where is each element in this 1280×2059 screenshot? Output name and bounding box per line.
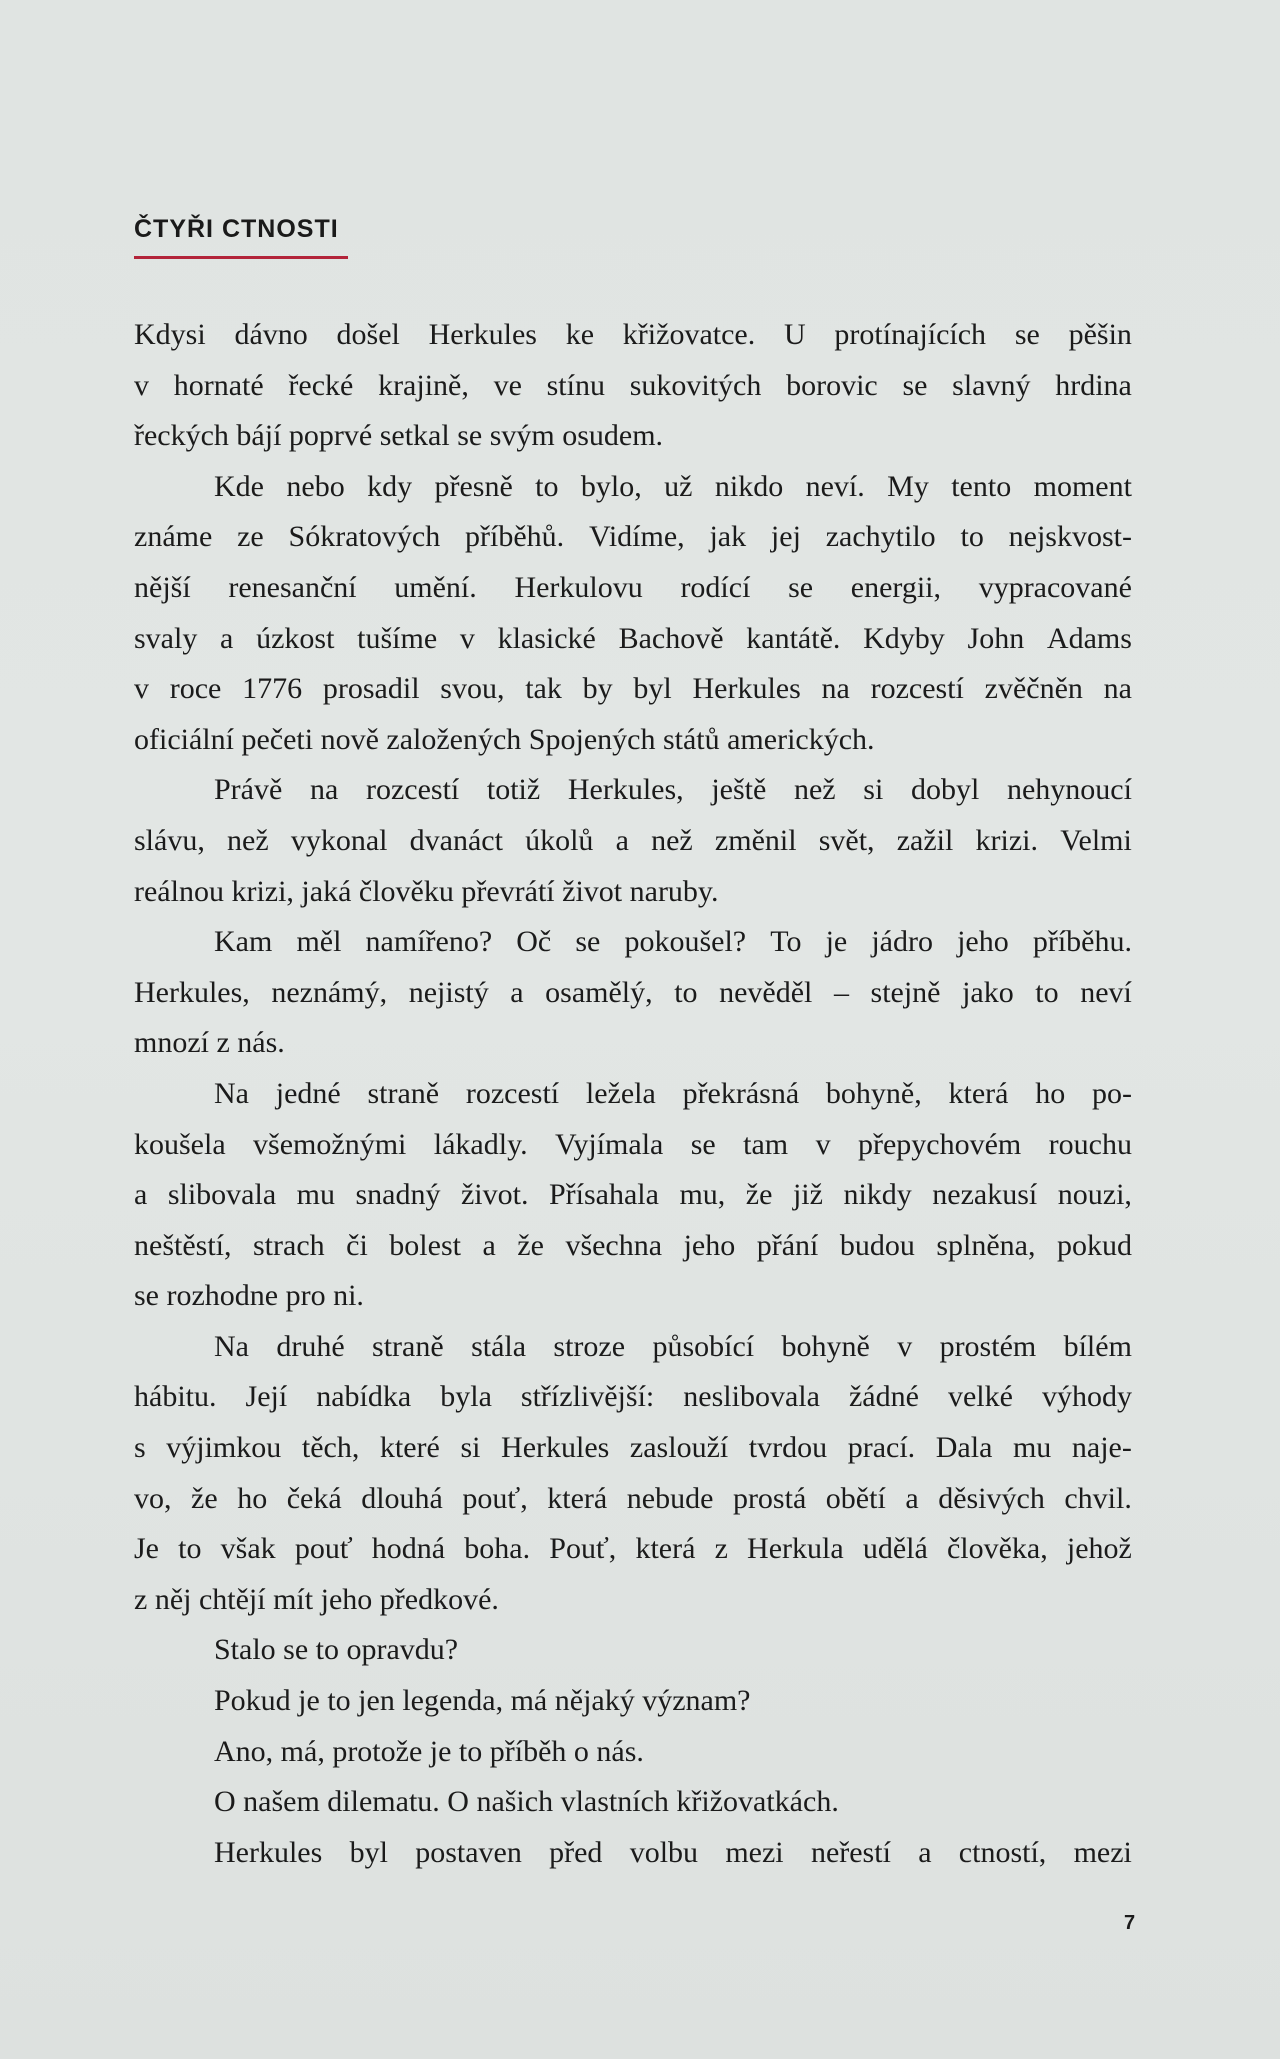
word: chvil. (1064, 1481, 1132, 1515)
word: Na (214, 1076, 249, 1110)
word: jako (962, 975, 1014, 1009)
word: nikdo (714, 469, 784, 503)
word: nější (134, 570, 191, 604)
word: byla (440, 1380, 492, 1414)
word: vykonal (290, 823, 388, 857)
word: borovic (786, 368, 878, 402)
word: naje- (1071, 1431, 1132, 1465)
word: My (887, 469, 929, 503)
word: mezi (725, 1835, 784, 1869)
word: Přísahala (548, 1178, 659, 1212)
word: než (793, 773, 836, 807)
word: na (821, 672, 850, 706)
word: člověka, (946, 1532, 1048, 1566)
word: Je (134, 1532, 159, 1566)
word: prosadil (322, 672, 420, 706)
text-line (134, 1524, 1132, 1575)
word: slavný (952, 368, 1031, 402)
word: vypracované (978, 570, 1132, 604)
word: zachytilo (825, 520, 936, 554)
word: v (134, 368, 149, 402)
word: tvrdou (748, 1431, 828, 1465)
word: hábitu. (134, 1380, 217, 1414)
body-text (134, 310, 1132, 1878)
word: neznámý, (271, 975, 388, 1009)
word: ze (237, 520, 264, 554)
word: tento (951, 469, 1012, 503)
word: jedné (275, 1076, 341, 1110)
word: lákadly. (433, 1127, 528, 1161)
word: – (833, 975, 849, 1009)
word: vo, (134, 1481, 172, 1515)
word: přání (756, 1228, 819, 1262)
word: osamělý, (545, 975, 653, 1009)
word: dobyl (910, 773, 980, 807)
word: úkolů (525, 823, 594, 857)
word: prací. (847, 1431, 916, 1465)
word: či (346, 1228, 368, 1262)
word: slávu, (134, 823, 205, 857)
word: dvanáct (409, 823, 503, 857)
text-line (134, 968, 1132, 1019)
word: nebo (286, 469, 345, 503)
word: druhé (276, 1329, 345, 1363)
word: před (549, 1835, 603, 1869)
word: jádro (871, 925, 933, 959)
word: hodná (371, 1532, 446, 1566)
word: pěšin (1068, 318, 1132, 351)
word: Oč (516, 925, 552, 959)
word: Herkules (428, 318, 537, 351)
word: známe (134, 520, 213, 554)
word: prostá (732, 1481, 807, 1515)
word: a (482, 1228, 496, 1262)
word: snadný (355, 1178, 441, 1212)
word: Dala (935, 1431, 993, 1465)
word: nevěděl (719, 975, 813, 1009)
word: pouť, (462, 1481, 528, 1515)
word: Herkulovu (514, 570, 643, 604)
word: krizi. (975, 823, 1039, 857)
word: pokoušel? (624, 925, 747, 959)
word: kdy (367, 469, 413, 503)
word: Vyjímala (555, 1127, 664, 1161)
word: změnil (714, 823, 797, 857)
word: v (897, 1329, 913, 1363)
word: těch, (301, 1431, 360, 1465)
word: překrásná (682, 1076, 800, 1110)
text-line (134, 765, 1132, 816)
word: a (918, 1835, 932, 1869)
word: neví (1080, 975, 1132, 1009)
word: postaven (415, 1835, 522, 1869)
word: nejistý (408, 975, 489, 1009)
word: Její (245, 1380, 288, 1414)
word: hrdina (1055, 368, 1132, 402)
word: přesně (434, 469, 513, 503)
word: zvěčněn (984, 672, 1083, 706)
word: straně (372, 1329, 444, 1363)
text-line (134, 361, 1132, 412)
word: dávno (234, 318, 308, 351)
text-line: Stalo se to opravdu? (214, 1633, 459, 1667)
word: že (745, 1178, 773, 1212)
text-line: Ano, má, protože je to příběh o nás. (214, 1734, 644, 1768)
word: Sókratových (288, 520, 441, 554)
text-line (134, 512, 1132, 563)
word: řecké (288, 368, 354, 402)
text-line: z něj chtějí mít jeho předkové. (134, 1582, 499, 1616)
text-line: řeckých bájí poprvé setkal se svým osudem. (134, 419, 664, 453)
word: straně (367, 1076, 440, 1110)
word: stála (471, 1329, 527, 1363)
text-line: mnozí z nás. (134, 1026, 285, 1060)
text-line: se rozhodne pro ni. (134, 1279, 364, 1313)
word: Na (214, 1329, 249, 1363)
word: na (1103, 672, 1132, 706)
word: Vidíme, (588, 520, 685, 554)
word: boha. (464, 1532, 531, 1566)
word: sukovitých (629, 368, 762, 402)
word: zaslouží (629, 1431, 729, 1465)
word: nouzi, (1057, 1178, 1132, 1212)
text-line (134, 462, 1132, 513)
word: než (227, 823, 269, 857)
text-line (134, 614, 1132, 665)
word: neštěstí, (134, 1228, 232, 1262)
word: dlouhá (361, 1481, 443, 1515)
word: to (535, 469, 559, 503)
text-line (134, 310, 1132, 361)
word: prostém (939, 1329, 1037, 1363)
word: v (459, 621, 475, 655)
word: Kdyby (863, 621, 945, 655)
word: čeká (286, 1481, 342, 1515)
word: výjimkou (166, 1431, 282, 1465)
word: ke (565, 318, 595, 351)
word: která (948, 1076, 1009, 1110)
word: neslibovala (683, 1380, 820, 1414)
text-line (134, 1120, 1132, 1171)
word: Kdysi (134, 318, 206, 351)
text-line (134, 1474, 1132, 1525)
word: se (788, 570, 814, 604)
word: úzkost (256, 621, 335, 655)
word: nebude (626, 1481, 714, 1515)
word: přepychovém (857, 1127, 1022, 1161)
word: Herkules (501, 1431, 610, 1465)
word: to (674, 975, 698, 1009)
word: hornaté (173, 368, 264, 402)
word: Právě (214, 773, 283, 807)
word: došel (336, 318, 400, 351)
word: jeho (957, 925, 1009, 959)
word: stínu (546, 368, 605, 402)
word: stroze (553, 1329, 626, 1363)
word: bylo, (580, 469, 642, 503)
word: v (815, 1127, 831, 1161)
word: U (783, 318, 806, 351)
text-line: O našem dilematu. O našich vlastních křižovatkách. (214, 1785, 839, 1819)
word: děsivých (938, 1481, 1045, 1515)
word: Herkules, (567, 773, 684, 807)
word: zažil (896, 823, 954, 857)
word: se (690, 1127, 716, 1161)
text-line (134, 1221, 1132, 1272)
word: ještě (711, 773, 767, 807)
word: nikdy (843, 1178, 912, 1212)
word: již (792, 1178, 823, 1212)
word: nejskvost- (1008, 520, 1132, 554)
word: koušela (134, 1127, 226, 1161)
word: z (714, 1532, 728, 1566)
word: nehynoucí (1006, 773, 1132, 807)
word: to (1035, 975, 1059, 1009)
word: bílém (1063, 1329, 1132, 1363)
word: křižovatce. (622, 318, 756, 351)
text-line (134, 1170, 1132, 1221)
word: mezi (1073, 1835, 1132, 1869)
word: Kam (214, 925, 273, 959)
word: se (902, 368, 928, 402)
word: působící (652, 1329, 755, 1363)
word: svět, (818, 823, 875, 857)
word: ho (237, 1481, 268, 1515)
word: strach (253, 1228, 325, 1262)
word: namířeno? (365, 925, 493, 959)
heading-underline (134, 256, 348, 259)
word: všemožnými (253, 1127, 407, 1161)
word: Herkules (214, 1835, 323, 1869)
word: měl (296, 925, 342, 959)
word: renesanční (228, 570, 357, 604)
word: Adams (1046, 621, 1132, 655)
word: rozcestí (465, 1076, 560, 1110)
word: rodící (680, 570, 751, 604)
word: velké (947, 1380, 1013, 1414)
word: umění. (394, 570, 477, 604)
word: by (582, 672, 613, 706)
word: Herkules, (134, 975, 250, 1009)
word: všechna (565, 1228, 663, 1262)
word: žádné (848, 1380, 919, 1414)
word: život. (460, 1178, 529, 1212)
word: příběhu. (1032, 925, 1132, 959)
word: ho (1035, 1076, 1066, 1110)
word: rozcestí (870, 672, 964, 706)
word: bohyně, (825, 1076, 922, 1110)
word: splněna, (936, 1228, 1036, 1262)
text-line (134, 1828, 1132, 1879)
word: však (220, 1532, 276, 1566)
word: a (905, 1481, 919, 1515)
word: svaly (134, 621, 198, 655)
word: bohyně (781, 1329, 870, 1363)
word: je (825, 925, 848, 959)
word: To (770, 925, 802, 959)
word: si (460, 1431, 481, 1465)
word: slibovala (167, 1178, 277, 1212)
word: klasické (497, 621, 596, 655)
word: jak (709, 520, 747, 554)
word: neřestí (810, 1835, 891, 1869)
word: moment (1033, 469, 1132, 503)
word: udělá (862, 1532, 928, 1566)
word: kantátě. (746, 621, 841, 655)
word: ve (493, 368, 522, 402)
word: střízlivější: (520, 1380, 655, 1414)
word: obětí (825, 1481, 886, 1515)
word: výhody (1041, 1380, 1132, 1414)
text-line: reálnou krizi, jaká člověku převrátí život naruby. (134, 874, 719, 908)
text-line: oficiální pečeti nově založených Spojených států amerických. (134, 722, 875, 756)
word: Velmi (1060, 823, 1132, 857)
chapter-heading: ČTYŘI CTNOSTI (134, 215, 339, 243)
word: jehož (1066, 1532, 1132, 1566)
word: Pouť, (549, 1532, 617, 1566)
word: Herkula (747, 1532, 844, 1566)
word: Herkules (692, 672, 801, 706)
word: mu, (679, 1178, 726, 1212)
word: a (510, 975, 524, 1009)
word: byl (633, 672, 672, 706)
word: a (220, 621, 234, 655)
word: Kde (214, 469, 264, 503)
word: to (960, 520, 984, 554)
word: která (635, 1532, 696, 1566)
word: pokud (1057, 1228, 1132, 1262)
word: Bachově (618, 621, 724, 655)
text-line (134, 1322, 1132, 1373)
word: než (651, 823, 693, 857)
word: a (134, 1178, 148, 1212)
page-number: 7 (1124, 1912, 1136, 1934)
word: nabídka (316, 1380, 412, 1414)
word: ctností, (958, 1835, 1047, 1869)
word: byl (349, 1835, 388, 1869)
word: která (547, 1481, 608, 1515)
word: neví. (805, 469, 865, 503)
word: roce (169, 672, 222, 706)
word: v (134, 672, 149, 706)
word: mu (296, 1178, 335, 1212)
text-line: Pokud je to jen legenda, má nějaký význam? (214, 1684, 751, 1718)
word: které (379, 1431, 440, 1465)
word: ležela (585, 1076, 656, 1110)
word: budou (839, 1228, 915, 1262)
text-line (134, 563, 1132, 614)
word: pouť (294, 1532, 353, 1566)
word: jej (770, 520, 801, 554)
word: John (967, 621, 1025, 655)
word: krajině, (378, 368, 469, 402)
word: bolest (389, 1228, 461, 1262)
word: s (134, 1431, 146, 1465)
text-line (134, 816, 1132, 867)
word: totiž (486, 773, 541, 807)
word: po- (1091, 1076, 1132, 1110)
text-line (134, 664, 1132, 715)
text-line (134, 1423, 1132, 1474)
word: tušíme (357, 621, 438, 655)
word: svou, (440, 672, 505, 706)
word: příběhů. (465, 520, 565, 554)
word: že (191, 1481, 218, 1515)
word: 1776 (242, 672, 303, 706)
word: se (1014, 318, 1040, 351)
word: a (615, 823, 629, 857)
word: to (178, 1532, 202, 1566)
word: si (863, 773, 884, 807)
text-line (134, 917, 1132, 968)
word: na (309, 773, 339, 807)
word: mu (1012, 1431, 1052, 1465)
word: nezakusí (932, 1178, 1038, 1212)
word: že (517, 1228, 544, 1262)
word: už (664, 469, 693, 503)
word: jeho (683, 1228, 736, 1262)
word: volbu (629, 1835, 699, 1869)
text-line (134, 1069, 1132, 1120)
word: tak (525, 672, 562, 706)
word: stejně (870, 975, 941, 1009)
word: tam (743, 1127, 789, 1161)
word: se (575, 925, 601, 959)
text-line (134, 1372, 1132, 1423)
word: energii, (850, 570, 942, 604)
word: rozcestí (365, 773, 460, 807)
word: protínajících (834, 318, 987, 351)
word: rouchu (1048, 1127, 1132, 1161)
